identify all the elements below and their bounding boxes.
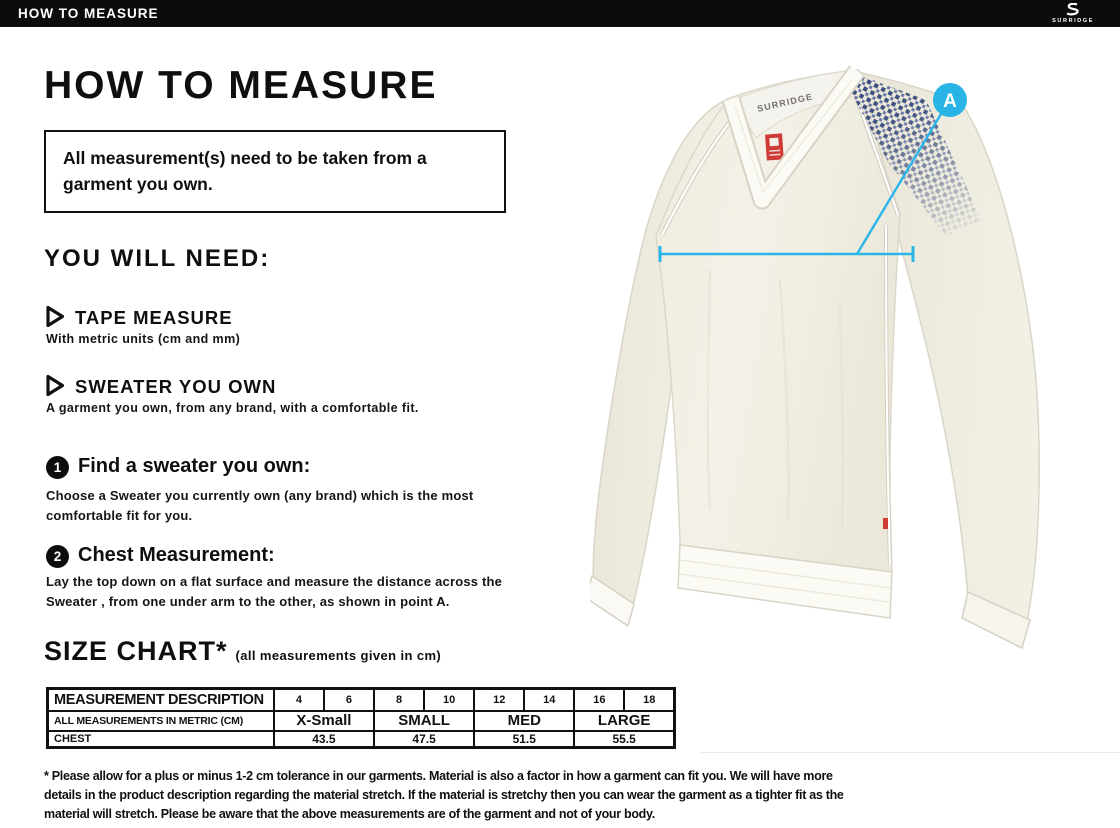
top-bar — [0, 0, 1120, 27]
neck-red-tag — [765, 133, 784, 160]
step-2-title: Chest Measurement: — [78, 544, 275, 566]
table-size-group-cell: MED — [474, 711, 574, 731]
footnote-text: * Please allow for a plus or minus 1-2 cm tolerance in our garments. Material is also a factor in how a garment can fit you. We will have more details in the product description regarding the material stretch. If the material is stretchy then you can wear the garment as a tighter fit as the material will stretch. Please be aware that the above measurements are of the garment and not of your body. — [44, 769, 844, 821]
table-size-cell: 16 — [574, 689, 624, 711]
table-size-cell: 10 — [424, 689, 474, 711]
top-bar-title: HOW TO MEASURE — [18, 6, 159, 21]
size-chart-table — [46, 687, 676, 749]
size-chart-title: SIZE CHART* — [44, 636, 228, 666]
need-item-tape-measure-desc: With metric units (cm and mm) — [46, 332, 241, 346]
step-1-description: Choose a Sweater you currently own (any brand) which is the most comfortable fit for you. — [46, 488, 474, 523]
step-1-title: Find a sweater you own: — [78, 455, 311, 477]
table-row-header — [48, 689, 675, 711]
need-item-tape-measure: TAPE MEASURE — [75, 307, 233, 328]
notice-box: All measurement(s) need to be taken from a garment you own. — [44, 130, 506, 213]
sweater-diagram — [590, 40, 1120, 680]
need-item-sweater-desc: A garment you own, from any brand, with a comfortable fit. — [46, 401, 419, 415]
surridge-logo-word: SURRIDGE — [1052, 18, 1094, 24]
table-size-group-cell: LARGE — [574, 711, 674, 731]
surridge-s-icon — [1060, 3, 1086, 17]
step-1-number: 1 — [46, 456, 69, 479]
table-chest-value: 51.5 — [474, 731, 574, 748]
table-row-chest — [48, 731, 675, 748]
need-item-sweater: SWEATER YOU OWN — [75, 376, 277, 397]
table-size-group-cell: X-Small — [274, 711, 374, 731]
step-2-description: Lay the top down on a flat surface and measure the distance across the Sweater , from one under arm to the other, as shown in point A. — [46, 574, 503, 609]
triangle-bullet-icon — [45, 305, 66, 328]
table-size-cell: 18 — [624, 689, 674, 711]
you-will-need-heading: YOU WILL NEED: — [44, 245, 271, 272]
page-title: HOW TO MEASURE — [44, 64, 438, 107]
size-chart-heading — [44, 636, 441, 667]
table-row-size-groups — [48, 711, 675, 731]
table-metric-label: ALL MEASUREMENTS IN METRIC (CM) — [48, 711, 274, 731]
point-a-label: A — [943, 91, 957, 112]
table-size-group-cell: SMALL — [374, 711, 474, 731]
table-chest-value: 55.5 — [574, 731, 674, 748]
neck-label-text: SURRIDGE — [756, 91, 815, 114]
size-chart-note: (all measurements given in cm) — [235, 648, 442, 663]
step-2-number: 2 — [46, 545, 69, 568]
table-size-cell: 6 — [324, 689, 374, 711]
table-size-cell: 4 — [274, 689, 324, 711]
table-size-cell: 12 — [474, 689, 524, 711]
table-chest-value: 43.5 — [274, 731, 374, 748]
table-chest-label: CHEST — [48, 731, 274, 748]
surridge-logo — [1052, 3, 1094, 24]
table-size-cell: 8 — [374, 689, 424, 711]
table-chest-value: 47.5 — [374, 731, 474, 748]
sweater-illustration — [590, 40, 1120, 680]
table-size-cell: 14 — [524, 689, 574, 711]
side-seam-tag — [883, 518, 888, 529]
triangle-bullet-icon — [45, 374, 66, 397]
table-header-label: MEASUREMENT DESCRIPTION — [48, 689, 274, 711]
image-baseline-divider — [700, 752, 1120, 753]
